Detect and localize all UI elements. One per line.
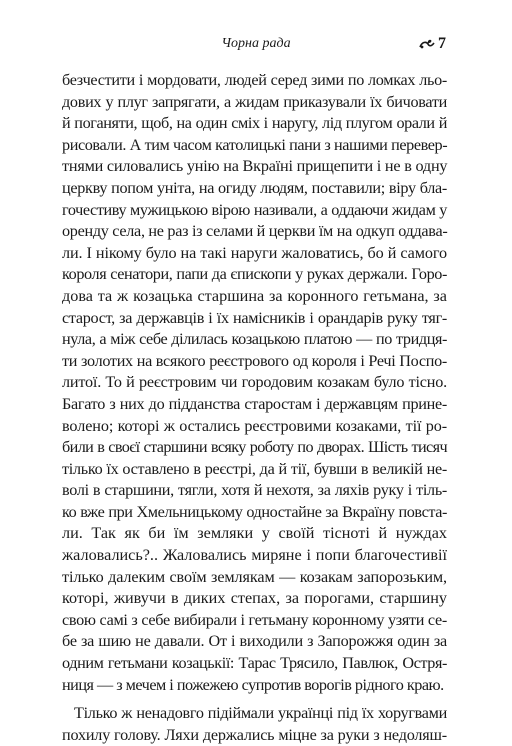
text-line: волено; которі ж остались реєстровими козаками, тії ро-	[62, 416, 447, 435]
paragraph-1	[62, 70, 447, 696]
text-line: оренду села, не раз із селами й церкви їм на одкуп оддава-	[62, 222, 448, 241]
fleuron-ornament-icon	[419, 38, 435, 50]
text-line: которі, живучи в диких степах, за порогами, старшину	[62, 589, 447, 608]
text-line: ли. І нікому було на такі наруги жаловатись, бо й самого	[62, 243, 447, 262]
text-line: били в своєї старшини всяку роботу по дворах. Шість тисяч	[62, 438, 447, 457]
paragraph-gap	[62, 696, 447, 703]
text-line: церкву попом уніта, на огиду людям, поставили; віру бла-	[62, 178, 447, 197]
text-line: старост, за державців і їх намісників і орандарів руку тяг-	[62, 308, 447, 327]
text-line: тнями силовались унію на Вкраїні прищепити і не в одну	[62, 157, 448, 176]
running-head	[0, 34, 512, 54]
text-line: волі в старшини, тягли, хотя й нехотя, за ляхів руку і тіль-	[62, 481, 447, 500]
text-line: литої. То й реєстровим чи городовим козакам було тісно.	[62, 373, 447, 392]
text-line: бе за шию не давали. От і виходили з Запорожжя один за	[62, 632, 447, 651]
text-line: й поганяти, щоб, на один сміх і наругу, лід плугом орали й	[62, 114, 447, 133]
text-line: похилу голову. Ляхи держались міцне за руки з недоляш-	[62, 725, 447, 744]
folio	[419, 34, 446, 54]
text-line: ниця — з мечем і пожежею супротив ворогів рідного краю.	[62, 675, 444, 694]
text-line: ти золотих на всякого реєстрового од короля і Речі Поспо-	[62, 351, 447, 370]
paragraph-2	[62, 703, 447, 746]
text-line: дова та ж козацька старшина за коронного гетьмана, за	[62, 286, 447, 305]
text-line: свою самі з себе вибирали і гетьману коронному узяти се-	[62, 610, 447, 629]
text-line: Тілько ж ненадовго підіймали українці під їх хоругвами	[74, 704, 447, 723]
text-line: ли. Так як би їм земляки у своїй тісноті й нуждах	[62, 524, 447, 543]
text-line: короля сенатори, папи да єпископи у руках держали. Горо-	[62, 265, 447, 284]
text-line: жаловались?.. Жаловались миряне і попи благочестивії	[62, 546, 447, 565]
text-line: рисовали. А тим часом католицькі пани з нашими перевер-	[62, 135, 448, 154]
body-text	[62, 70, 447, 746]
text-line: безчестити і мордовати, людей серед зими по ломках льо-	[62, 71, 447, 89]
text-line: нула, а між себе ділилась козацькою платою — по тридця-	[62, 330, 447, 349]
text-line: ко вже при Хмельницькому одностайне за Вкраїну повста-	[62, 502, 447, 521]
text-line: гочестиву мужицькою вірою називали, а оддаючи жидам у	[62, 200, 447, 219]
text-line: одним гетьмани козацькії: Тарас Трясило, Павлюк, Остря-	[62, 654, 447, 673]
text-line: дових у плуг запрягати, а жидам приказували їх бичовати	[62, 92, 447, 111]
text-line: Багато з них до підданства старостам і державцям прине-	[62, 394, 447, 413]
text-line: тілько їх оставлено в реєстрі, да й тії, бувши в великій не-	[62, 459, 447, 478]
running-title: Чорна рада	[221, 36, 291, 51]
text-line: тілько далеким своїм землякам — козакам запорозьким,	[62, 567, 447, 586]
page-number: 7	[438, 35, 446, 52]
